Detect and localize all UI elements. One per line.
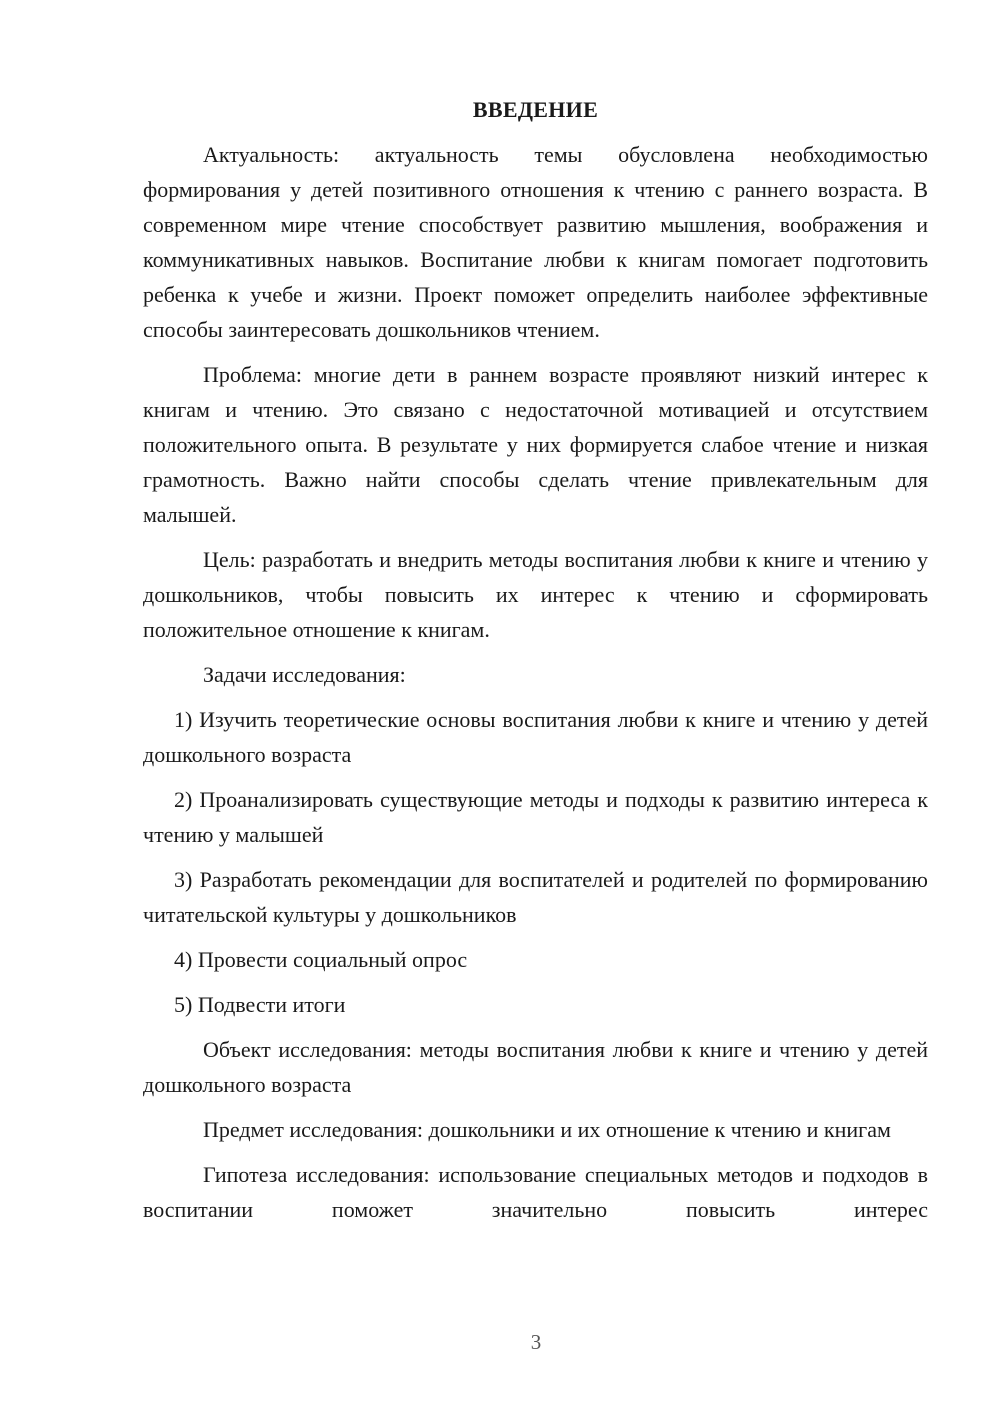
paragraph-tasks-heading: Задачи исследования: — [203, 662, 406, 687]
task-item-1: 1) Изучить теоретические основы воспитания любви к книге и чтению у детей дошкольного возраста — [143, 707, 928, 767]
task-item-2: 2) Проанализировать существующие методы и подходы к развитию интереса к чтению у малышей — [143, 787, 928, 847]
paragraph-subject: Предмет исследования: дошкольники и их отношение к чтению и книгам — [203, 1117, 891, 1142]
paragraph-relevance: Актуальность: актуальность темы обусловлена необходимостью формирования у детей позитивного отношения к чтению с раннего возраста. В современном мире чтение способствует развитию мышления, воображения и коммуникативных навыков. Воспитание любви к книгам помогает подготовить ребенка к учебе и жизни. Проект поможет определить наиболее эффективные способы заинтересовать дошкольников чтением. — [143, 142, 928, 342]
paragraph-hypothesis: Гипотеза исследования: использование специальных методов и подходов в воспитании поможет значительно повысить интерес — [143, 1162, 928, 1222]
paragraph-problem: Проблема: многие дети в раннем возрасте проявляют низкий интерес к книгам и чтению. Это связано с недостаточной мотивацией и отсутствием положительного опыта. В результате у них формируется слабое чтение и низкая грамотность. Важно найти способы сделать чтение привлекательным для малышей. — [143, 362, 928, 527]
document-page — [143, 92, 928, 1227]
paragraph-goal: Цель: разработать и внедрить методы воспитания любви к книге и чтению у дошкольников, чтобы повысить их интерес к чтению и сформировать положительное отношение к книгам. — [143, 547, 928, 642]
page-number: 3 — [530, 1330, 542, 1354]
task-item-4: 4) Провести социальный опрос — [174, 947, 468, 972]
task-item-3: 3) Разработать рекомендации для воспитателей и родителей по формированию читательской культуры у дошкольников — [143, 867, 928, 927]
paragraph-object: Объект исследования: методы воспитания любви к книге и чтению у детей дошкольного возраста — [143, 1037, 928, 1097]
section-title: ВВЕДЕНИЕ — [472, 97, 599, 122]
task-item-5: 5) Подвести итоги — [174, 992, 346, 1017]
